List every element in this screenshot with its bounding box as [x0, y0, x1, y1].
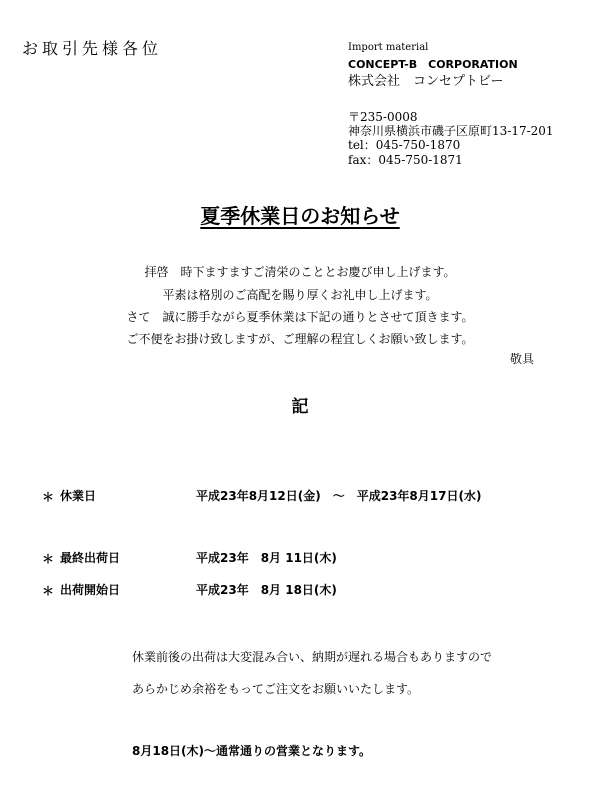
- sender-tagline: Import material: [348, 42, 429, 53]
- sender-company-ja: 株式会社 コンセプトビー: [348, 74, 504, 89]
- note-line-2: あらかじめ余裕をもってご注文をお願いいたします。: [132, 682, 420, 696]
- item-value: 平成23年 8月 18日(木): [196, 583, 337, 597]
- ki-heading: 記: [291, 397, 309, 417]
- bullet-mark: ＊: [42, 552, 55, 566]
- page-title: 夏季休業日のお知らせ: [200, 204, 400, 228]
- final-note: 8月18日(木)～通常通りの営業となります。: [132, 744, 372, 758]
- greeting-line-4: ご不便をお掛け致しますが、ご理解の程宜しくお願い致します。: [126, 332, 474, 346]
- addressee: お取引先様各位: [22, 39, 163, 58]
- greeting-line-2: 平素は格別のご高配を賜り厚くお礼申し上げます。: [162, 288, 438, 302]
- item-label: 最終出荷日: [60, 551, 121, 565]
- item-value: 平成23年 8月 11日(木): [196, 551, 337, 565]
- sender-postal: 〒235-0008: [348, 110, 418, 124]
- item-label: 出荷開始日: [60, 583, 121, 597]
- closing-keigu: 敬具: [510, 352, 535, 366]
- bullet-mark: ＊: [42, 584, 55, 598]
- greeting-line-1: 拝啓 時下ますますご清栄のこととお慶び申し上げます。: [144, 265, 456, 279]
- sender-tel: tel：045-750-1870: [348, 138, 461, 152]
- sender-address: 神奈川県横浜市磯子区原町13-17-201: [348, 124, 554, 138]
- item-label: 休業日: [60, 489, 97, 503]
- item-value: 平成23年8月12日(金) ～ 平成23年8月17日(水): [196, 489, 482, 503]
- greeting-line-3: さて 誠に勝手ながら夏季休業は下記の通りとさせて頂きます。: [126, 310, 474, 324]
- sender-company-en: CONCEPT-B CORPORATION: [348, 58, 518, 71]
- note-line-1: 休業前後の出荷は大変混み合い、納期が遅れる場合もありますので: [132, 650, 493, 664]
- bullet-mark: ＊: [42, 490, 55, 504]
- sender-fax: fax：045-750-1871: [348, 153, 463, 167]
